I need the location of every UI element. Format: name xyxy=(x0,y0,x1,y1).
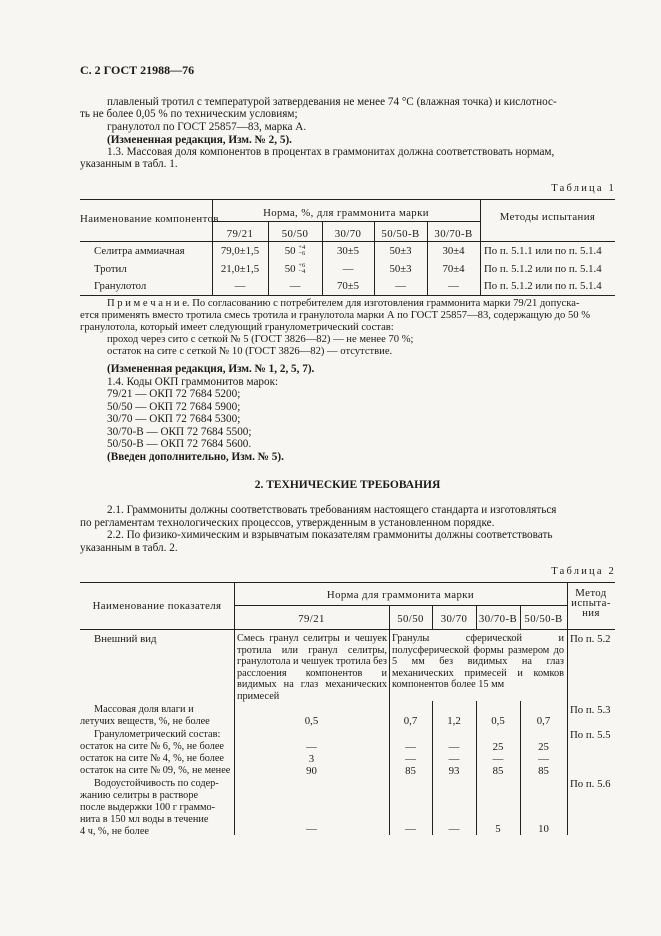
para-line: по регламентам технологических процессов, утвержденным в установленном порядке. xyxy=(80,517,495,529)
table2-row-name: летучих веществ, %, не более xyxy=(80,716,210,727)
table2-row-sublabel: остаток на сите № 6, %, не более xyxy=(80,741,224,752)
table1-grade: 50/50-В xyxy=(381,228,420,240)
table1-cell: 50±3 xyxy=(389,245,412,257)
table1-cell: — xyxy=(342,263,354,275)
table2-row-name: после выдержки 100 г граммо- xyxy=(80,802,216,813)
para-line: указанным в табл. 2. xyxy=(80,542,178,554)
table2-cell: — xyxy=(448,741,460,753)
note-line: остаток на сите с сеткой № 10 (ГОСТ 3826—82) — отсутствие. xyxy=(107,346,393,357)
page-header: С. 2 ГОСТ 21988—76 xyxy=(80,63,195,77)
note-line: гранулотола, который имеет следующий гранулометрический состав: xyxy=(80,322,394,333)
table2-row-name: жанию селитры в растворе xyxy=(80,790,199,801)
table2-method: По п. 5.2 xyxy=(570,633,611,645)
note-line: П р и м е ч а н и е. По согласованию с потребителем для изготовления граммонита марки 79/21 допуска- xyxy=(107,298,580,309)
table1-row-name: Селитра аммиачная xyxy=(94,245,185,257)
section-1-3-line: указанным в табл. 1. xyxy=(80,158,178,170)
okp-code: 79/21 — ОКП 72 7684 5200; xyxy=(107,388,241,400)
table2-cell: 93 xyxy=(448,765,460,777)
table2-col-method: Метод испыта- ния xyxy=(571,587,611,619)
note-line: проход через сито с сеткой № 5 (ГОСТ 3826—82) — не менее 70 %; xyxy=(107,334,414,345)
table2-cell: 25 xyxy=(538,741,549,753)
table2-row-name: Внешний вид xyxy=(94,633,157,645)
para-line: ть не более 0,05 % по техническим условиям; xyxy=(80,108,298,120)
table2-cell: 5 xyxy=(495,823,501,835)
para-line: гранулотол по ГОСТ 25857—83, марка А. xyxy=(107,121,307,133)
table2-cell: 10 xyxy=(538,823,549,835)
table2-cell: 85 xyxy=(405,765,416,777)
table1-grade: 30/70-В xyxy=(434,228,473,240)
table1-cell-tolerance: 50 $^{+4 -6}$ xyxy=(284,243,306,257)
table1-cell: — xyxy=(448,280,459,292)
table2-row-name: Массовая доля влаги и xyxy=(94,704,194,715)
table2-cell: — xyxy=(538,753,549,765)
table2-appearance-7921: Смесь гранул селитры и чешуек тротила или гранул селитры, гранулотола и чешуек тротила без расслоения компонентов и видимых на глаз механических примесей xyxy=(237,633,387,702)
table2-grade: 30/70-В xyxy=(478,613,518,625)
table1-cell: 50±3 xyxy=(389,263,412,275)
table2-cell: 25 xyxy=(492,741,504,753)
added-note: (Введен дополнительно, Изм. № 5). xyxy=(107,451,284,463)
table2-row-name: 4 ч, %, не более xyxy=(80,826,149,837)
table1-cell: 70±5 xyxy=(336,280,360,292)
table2-grade: 30/70 xyxy=(440,613,468,625)
okp-title: 1.4. Коды ОКП граммонитов марок: xyxy=(107,376,279,388)
table1-row-name: Гранулотол xyxy=(94,280,147,292)
table2-cell: 85 xyxy=(492,765,504,777)
table1-grade: 30/70 xyxy=(334,228,362,240)
table1-col-norm: Норма, %, для граммонита марки xyxy=(263,207,429,219)
table2-cell: 90 xyxy=(306,765,317,777)
table2-row-name: нита в 150 мл воды в течение xyxy=(80,814,209,825)
table2-cell: 0,5 xyxy=(491,715,505,727)
table2-cell: 0,7 xyxy=(536,715,551,727)
table1-col-method: Методы испытания xyxy=(499,211,596,223)
para-line: 2.1. Граммониты должны соответствовать требованиям настоящего стандарта и изготовляться xyxy=(107,504,557,516)
table1-cell: — xyxy=(395,280,406,292)
table1-method: По п. 5.1.1 или по п. 5.1.4 xyxy=(484,245,602,257)
table1-cell: — xyxy=(234,280,246,292)
table2-cell: 85 xyxy=(538,765,549,777)
table1-caption: Таблица 1 xyxy=(551,183,616,194)
table2-cell: — xyxy=(405,741,416,753)
note-line: ется применять вместо тротила смесь тротила и гранулотола марки А по ГОСТ 25857—83, содержащую до 50 % xyxy=(80,310,591,321)
table1-cell: 21,0±1,5 xyxy=(220,263,260,275)
table2-row-sublabel: остаток на сите № 09, %, не менее xyxy=(80,765,231,776)
table1-method: По п. 5.1.2 или по п. 5.1.4 xyxy=(484,280,602,292)
table1-cell: 30±4 xyxy=(442,245,465,257)
table2-cell: — xyxy=(492,753,504,765)
section-heading: 2. ТЕХНИЧЕСКИЕ ТРЕБОВАНИЯ xyxy=(254,479,441,491)
table2-grade: 79/21 xyxy=(298,613,325,625)
table1-cell: 70±4 xyxy=(442,263,465,275)
table2-cell: 0,7 xyxy=(403,715,418,727)
table2-row-name: Водоустойчивость по содер- xyxy=(94,778,219,789)
table2-cell: — xyxy=(405,753,416,765)
edit-note: (Измененная редакция, Изм. № 2, 5). xyxy=(107,134,292,146)
table2-cell: — xyxy=(405,823,416,835)
table2-grade: 50/50-В xyxy=(524,613,563,625)
table2-cell: 0,5 xyxy=(304,715,319,727)
section-1-3-line: 1.3. Массовая доля компонентов в процентах в граммонитах должна соответствовать нормам, xyxy=(107,146,555,158)
table1-cell: 79,0±1,5 xyxy=(220,245,260,257)
table2-cell: — xyxy=(448,753,460,765)
table2-col-norm: Норма для граммонита марки xyxy=(326,589,475,601)
table1-grade: 79/21 xyxy=(226,228,254,240)
okp-code: 50/50-В — ОКП 72 7684 5600. xyxy=(107,438,252,450)
table2-cell: — xyxy=(306,741,317,753)
table1-cell-tolerance: 50 $^{+6 -4}$ xyxy=(284,261,306,275)
table1-cell: — xyxy=(289,280,301,292)
table1-col-name: Наименование компонентов xyxy=(80,213,219,225)
table2-cell: 3 xyxy=(308,753,315,765)
okp-code: 50/50 — ОКП 72 7684 5900; xyxy=(107,401,241,413)
table2-cell: 1,2 xyxy=(447,715,461,727)
table2-method: По п. 5.6 xyxy=(570,778,611,790)
table2-caption: Таблица 2 xyxy=(551,566,616,577)
table2-col-name: Наименование показателя xyxy=(92,600,222,612)
table1-method: По п. 5.1.2 или по п. 5.1.4 xyxy=(484,263,602,275)
table2-cell: — xyxy=(306,823,317,835)
table2-method: По п. 5.3 xyxy=(570,704,611,716)
table2-appearance-rest: Гранулы сферической и полусферической формы размером до 5 мм без видимых на глаз механических примесей и комков компонентов более 15 мм xyxy=(392,633,564,691)
edit-note: (Измененная редакция, Изм. № 1, 2, 5, 7). xyxy=(107,363,315,375)
table2-row-name: Гранулометрический состав: xyxy=(94,729,221,740)
table1-row-name: Тротил xyxy=(94,263,127,275)
table2-method: По п. 5.5 xyxy=(570,729,611,741)
table1-grade: 50/50 xyxy=(281,228,309,240)
table2-cell: — xyxy=(448,823,460,835)
table2-row-sublabel: остаток на сите № 4, %, не более xyxy=(80,753,224,764)
para-line: 2.2. По физико-химическим и взрывчатым показателям граммониты должны соответствовать xyxy=(107,529,553,541)
okp-code: 30/70-В — ОКП 72 7684 5500; xyxy=(107,426,252,438)
table1-cell: 30±5 xyxy=(336,245,360,257)
para-line: плавленый тротил с температурой затвердевания не менее 74 °С (влажная точка) и кислотнос- xyxy=(107,96,557,108)
okp-code: 30/70 — ОКП 72 7684 5300; xyxy=(107,413,241,425)
table2-grade: 50/50 xyxy=(397,613,424,625)
